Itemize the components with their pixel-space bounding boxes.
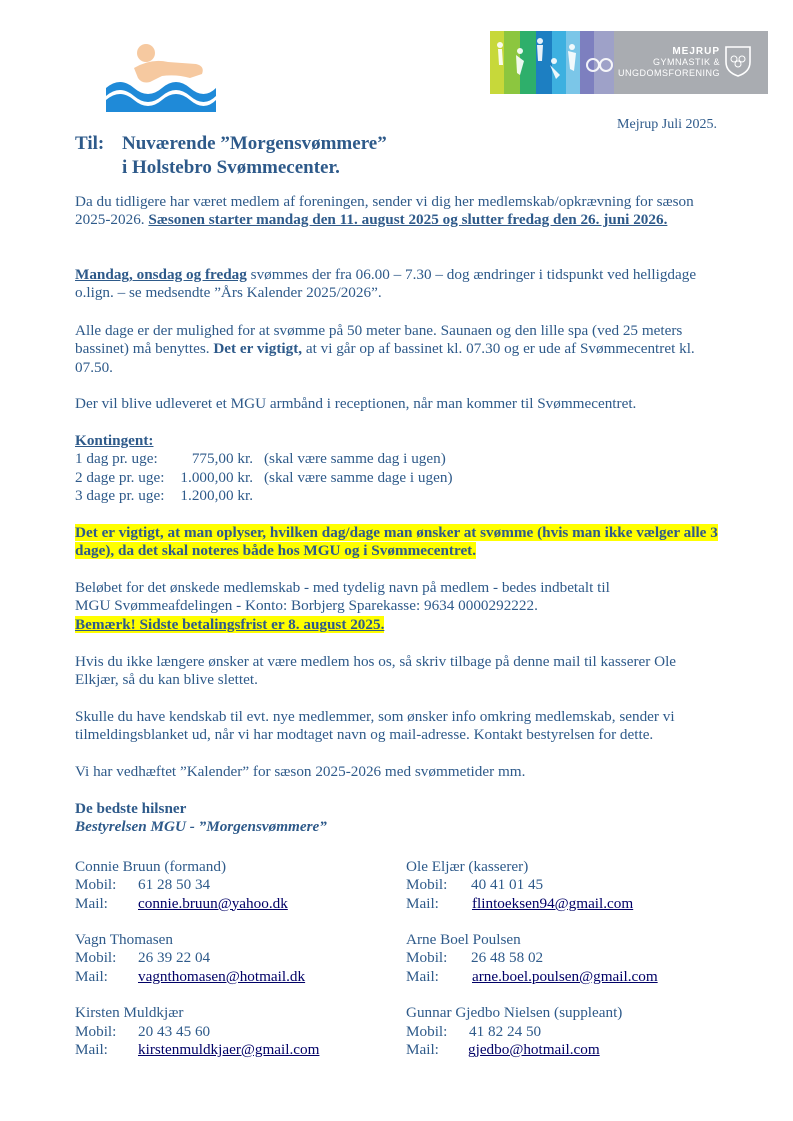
contact-card xyxy=(75,858,405,913)
closing-signature: Bestyrelsen MGU - ”Morgensvømmere” xyxy=(75,818,327,836)
mail-label: Mail: xyxy=(75,894,108,912)
days-paragraph xyxy=(75,266,720,303)
important-highlight: Det er vigtigt, at man oplyser, hvilken dag/dage man ønsker at svømme (hvis man ikke vælger alle 3 dage), da det skal noteres både hos MGU og i Svømmecentret. xyxy=(75,524,718,560)
rules-text-2: at vi går op af bassinet kl. 07.30 og er ude af Svømmecentret kl. 07.50. xyxy=(75,340,695,376)
contacts-left-column xyxy=(75,858,405,1078)
fee-row xyxy=(75,469,720,487)
mobile-label: Mobil: xyxy=(406,1022,448,1040)
mobile-label: Mobil: xyxy=(75,876,117,894)
fee-row xyxy=(75,487,720,505)
contact-card xyxy=(75,931,405,986)
mgu-sport-stripes xyxy=(490,31,614,94)
contact-name: Arne Boel Poulsen xyxy=(406,931,521,949)
mail-label: Mail: xyxy=(75,1040,108,1058)
mgu-name-panel xyxy=(614,31,768,94)
attachment-paragraph: Vi har vedhæftet ”Kalender” for sæson 2025-2026 med svømmetider mm. xyxy=(75,763,526,780)
important-notice xyxy=(75,524,720,561)
contact-email-link[interactable]: connie.bruun@yahoo.dk xyxy=(138,894,288,912)
contact-mobile: 20 43 45 60 xyxy=(138,1022,211,1040)
contact-mobile: 41 82 24 50 xyxy=(469,1022,542,1040)
fee-row xyxy=(75,450,720,468)
mobile-label: Mobil: xyxy=(406,876,448,894)
fee-amount: 1.000,00 kr. xyxy=(180,468,253,486)
fee-amount: 1.200,00 kr. xyxy=(180,486,253,504)
fee-label: 1 dag pr. uge: xyxy=(75,450,158,468)
swimmer-logo-icon xyxy=(106,40,216,112)
payment-paragraph xyxy=(75,579,720,634)
contact-name: Gunnar Gjedbo Nielsen (suppleant) xyxy=(406,1004,623,1022)
fee-section xyxy=(75,432,720,505)
contact-mobile: 40 41 01 45 xyxy=(471,876,544,894)
club-crest-icon xyxy=(724,44,752,78)
swim-days: Mandag, onsdag og fredag xyxy=(75,266,247,283)
contact-name: Vagn Thomasen xyxy=(75,931,173,949)
unsubscribe-paragraph: Hvis du ikke længere ønsker at være medlem hos os, så skriv tilbage på denne mail til kasserer Ole Elkjær, så du kan blive slettet. xyxy=(75,653,677,689)
contact-card xyxy=(406,1004,736,1059)
logo-text-gymnastik: GYMNASTIK & xyxy=(652,57,720,67)
contact-mobile: 26 39 22 04 xyxy=(138,949,211,967)
logo-text-mejrup: MEJRUP xyxy=(672,46,720,57)
contact-name: Kirsten Muldkjær xyxy=(75,1004,184,1022)
mail-label: Mail: xyxy=(406,967,439,985)
recipient-line1: Nuværende ”Morgensvømmere” xyxy=(122,133,387,154)
mobile-label: Mobil: xyxy=(406,949,448,967)
contact-mobile: 26 48 58 02 xyxy=(471,949,544,967)
contact-email-link[interactable]: kirstenmuldkjaer@gmail.com xyxy=(138,1040,320,1058)
contact-card xyxy=(406,931,736,986)
rules-paragraph xyxy=(75,322,720,377)
mobile-label: Mobil: xyxy=(75,949,117,967)
fee-heading: Kontingent: xyxy=(75,432,154,449)
mgu-club-logo xyxy=(490,31,768,94)
contact-email-link[interactable]: vagnthomasen@hotmail.dk xyxy=(138,967,306,985)
recipient-label: Til: xyxy=(75,133,105,154)
referral-paragraph: Skulle du have kendskab til evt. nye medlemmer, som ønsker info omkring medlemskab, sender vi tilmeldingsblanket ud, når vi har modtaget navn og mail-adresse. Kontakt bestyrelsen for dette. xyxy=(75,708,675,744)
contact-email-link[interactable]: gjedbo@hotmail.com xyxy=(468,1040,600,1058)
logo-text-ungdomsforening: UNGDOMSFORENING xyxy=(618,68,720,78)
contacts-right-column xyxy=(406,858,736,1078)
closing-greeting: De bedste hilsner xyxy=(75,800,187,817)
fee-note: (skal være samme dag i ugen) xyxy=(264,450,446,468)
contact-email-link[interactable]: arne.boel.poulsen@gmail.com xyxy=(472,967,658,985)
mail-label: Mail: xyxy=(406,1040,439,1058)
contact-email-link[interactable]: flintoeksen94@gmail.com xyxy=(472,894,634,912)
contact-mobile: 61 28 50 34 xyxy=(138,876,211,894)
mobile-label: Mobil: xyxy=(75,1022,117,1040)
fee-note: (skal være samme dage i ugen) xyxy=(264,468,453,486)
mail-label: Mail: xyxy=(406,894,439,912)
season-dates: Sæsonen starter mandag den 11. august 2025 og slutter fredag den 26. juni 2026. xyxy=(148,211,668,229)
fee-amount: 775,00 kr. xyxy=(191,450,253,468)
rules-important: Det er vigtigt, xyxy=(213,340,303,358)
payment-line2: MGU Svømmeafdelingen - Konto: Borbjerg Sparekasse: 9634 0000292222. xyxy=(75,597,538,615)
intro-text: Da du tidligere har været medlem af foreningen, sender vi dig her medlemskab/opkrævning for sæson 2025-2026. xyxy=(75,193,694,229)
payment-line1: Beløbet for det ønskede medlemskab - med tydelig navn på medlem - bedes indbetalt til xyxy=(75,579,610,596)
rules-text-1: Alle dage er der mulighed for at svømme på 50 meter bane. Saunaen og den lille spa (ved 25 meters bassinet) må benyttes. xyxy=(75,322,683,358)
fee-label: 3 dage pr. uge: xyxy=(75,486,165,504)
payment-deadline: Bemærk! Sidste betalingsfrist er 8. august 2025. xyxy=(75,615,385,633)
swim-times-text: svømmes der fra 06.00 – 7.30 – dog ændringer i tidspunkt ved helligdage o.lign. – se medsendte ”Års Kalender 2025/2026”. xyxy=(75,266,697,302)
wristband-paragraph: Der vil blive udleveret et MGU armbånd i receptionen, når man kommer til Svømmecentret. xyxy=(75,395,637,412)
contact-name: Connie Bruun (formand) xyxy=(75,858,226,875)
contact-card xyxy=(406,858,736,913)
recipient-line2: i Holstebro Svømmecenter. xyxy=(122,157,340,178)
contact-name: Ole Eljær (kasserer) xyxy=(406,858,529,875)
athletes-silhouette-icon xyxy=(490,31,614,94)
closing-block xyxy=(75,800,720,837)
letter-date: Mejrup Juli 2025. xyxy=(617,117,717,132)
recipient-block xyxy=(75,132,387,180)
fee-note xyxy=(253,487,264,505)
fee-label: 2 dage pr. uge: xyxy=(75,468,165,486)
intro-paragraph xyxy=(75,193,720,230)
mail-label: Mail: xyxy=(75,967,108,985)
contact-card xyxy=(75,1004,405,1059)
